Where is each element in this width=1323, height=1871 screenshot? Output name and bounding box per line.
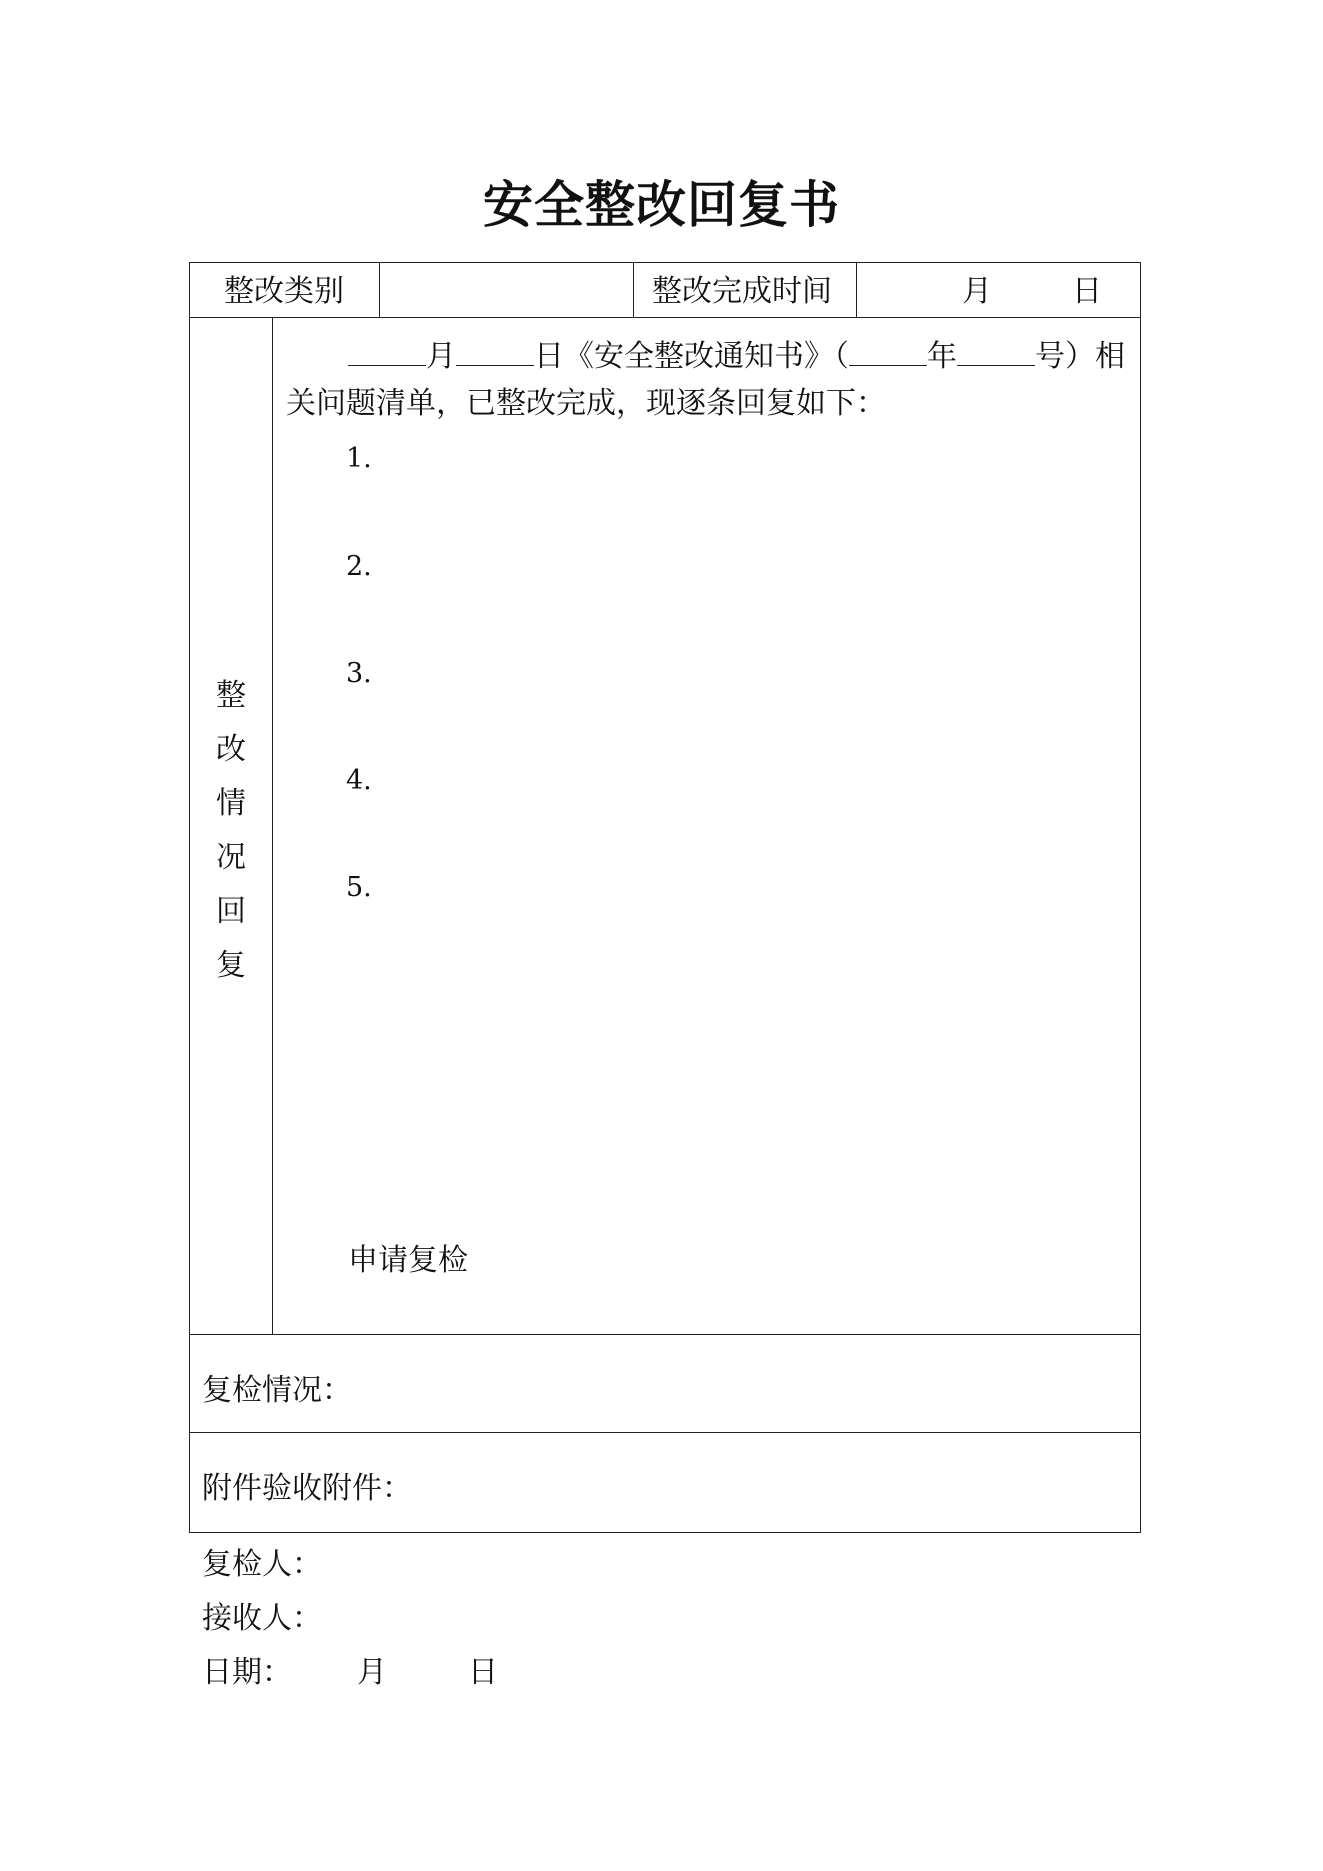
side-char: 况 (216, 840, 246, 875)
date-month-label: 月 (357, 1655, 387, 1690)
receiver-label: 接收人： (202, 1601, 322, 1636)
col-divider-2 (633, 263, 634, 317)
page-title: 安全整改回复书 (483, 175, 840, 234)
completion-day-label: 日 (1072, 274, 1102, 309)
reply-item-1[interactable]: 1. (346, 443, 372, 474)
side-char: 回 (216, 894, 246, 929)
col-divider-3 (856, 263, 857, 317)
date-label: 日期： (202, 1655, 292, 1690)
side-column-divider (272, 317, 273, 1334)
intro-line-2: 关问题清单，已整改完成，现逐条回复如下： (286, 386, 886, 421)
reply-item-2[interactable]: 2. (346, 551, 372, 582)
recheck-status-label: 复检情况： (202, 1373, 352, 1408)
reply-item-3[interactable]: 3. (346, 658, 372, 689)
category-value-field[interactable] (390, 277, 620, 307)
reply-item-4[interactable]: 4. (346, 765, 372, 796)
row-divider-header (190, 317, 1140, 318)
attachments-label: 附件验收附件： (202, 1471, 412, 1506)
reply-form-table (189, 262, 1141, 1533)
intro-year: 年 (927, 339, 957, 374)
date-day-label: 日 (468, 1655, 498, 1690)
year-blank[interactable] (849, 335, 927, 366)
apply-recheck-text: 申请复检 (348, 1243, 468, 1278)
side-char: 复 (216, 948, 246, 983)
side-char: 情 (216, 786, 246, 821)
row-divider-reply (190, 1334, 1140, 1335)
intro-number: 号）相 (1035, 339, 1125, 374)
reply-side-label (190, 669, 272, 993)
col-divider-1 (379, 263, 380, 317)
month-blank[interactable] (348, 335, 426, 366)
inspector-label: 复检人： (202, 1547, 322, 1582)
intro-notice-name: 《安全整改通知书》（ (564, 339, 849, 374)
intro-line-1 (348, 335, 1125, 372)
category-label: 整改类别 (224, 274, 344, 309)
reply-item-5[interactable]: 5. (346, 872, 372, 903)
intro-month: 月 (426, 339, 456, 374)
day-blank[interactable] (456, 335, 534, 366)
side-char: 整 (216, 678, 246, 713)
completion-time-label: 整改完成时间 (652, 274, 832, 309)
side-char: 改 (216, 732, 246, 767)
intro-day: 日 (534, 339, 564, 374)
number-blank[interactable] (957, 335, 1035, 366)
row-divider-recheck (190, 1432, 1140, 1433)
completion-month-label: 月 (962, 274, 992, 309)
